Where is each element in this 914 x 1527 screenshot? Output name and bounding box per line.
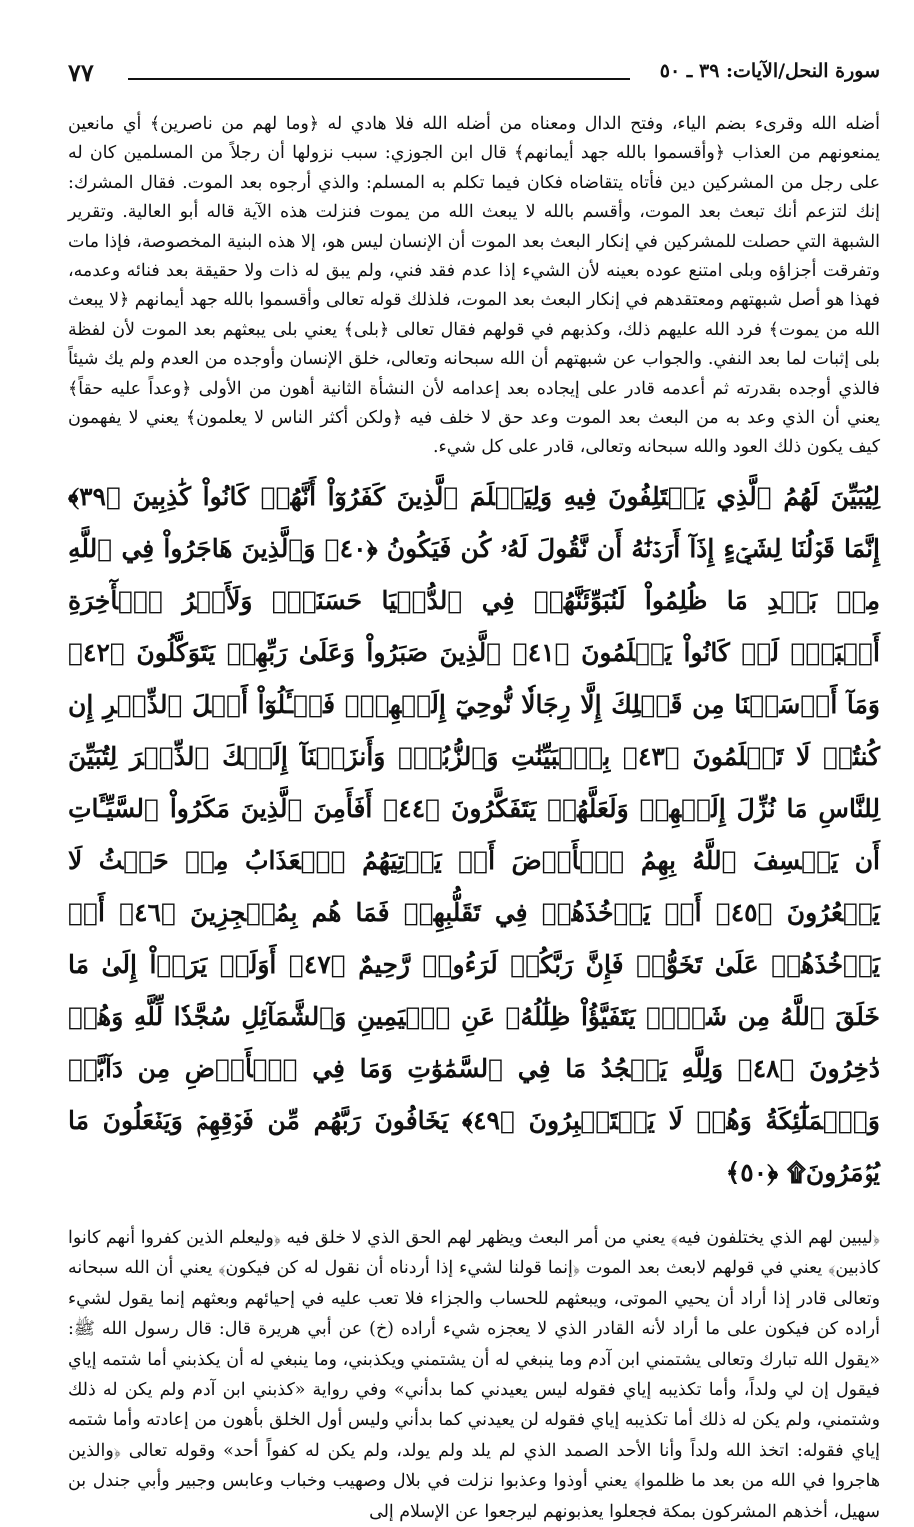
- quran-verses: لِيُبَيِّنَ لَهُمُ ٱلَّذِي يَخۡتَلِفُونَ فِيهِ وَلِيَعۡلَمَ ٱلَّذِينَ كَفَرُوٓاْ أَنَّهُمۡ كَانُواْ كَٰذِبِينَ ﴿٣٩﴾ إِنَّمَا قَوۡلُنَا لِشَيۡءٍ إِذَآ أَرَدۡنَٰهُ أَن نَّقُولَ لَهُۥ كُن فَيَكُونُ ﴿٤٠﴾ وَٱلَّذِينَ هَاجَرُواْ فِي ٱللَّهِ مِنۢ بَعۡدِ مَا ظُلِمُواْ لَنُبَوِّئَنَّهُمۡ فِي ٱلدُّنۡيَا حَسَنَةٗۖ وَلَأَجۡرُ ٱلۡأٓخِرَةِ أَكۡبَرُۚ لَوۡ كَانُواْ يَعۡلَمُونَ ﴿٤١﴾ ٱلَّذِينَ صَبَرُواْ وَعَلَىٰ رَبِّهِمۡ يَتَوَكَّلُونَ ﴿٤٢﴾ وَمَآ أَرۡسَلۡنَا مِن قَبۡلِكَ إِلَّا رِجَالٗا نُّوحِيٓ إِلَيۡهِمۡۖ فَسۡـَٔلُوٓاْ أَهۡلَ ٱلذِّكۡرِ إِن كُنتُمۡ لَا تَعۡلَمُونَ ﴿٤٣﴾ بِٱلۡبَيِّنَٰتِ وَٱلزُّبُرِۗ وَأَنزَلۡنَآ إِلَيۡكَ ٱلذِّكۡرَ لِتُبَيِّنَ لِلنَّاسِ مَا نُزِّلَ إِلَيۡهِمۡ وَلَعَلَّهُمۡ يَتَفَكَّرُونَ ﴿٤٤﴾ أَفَأَمِنَ ٱلَّذِينَ مَكَرُواْ ٱلسَّيِّـَٔاتِ أَن يَخۡسِفَ ٱللَّهُ بِهِمُ ٱلۡأَرۡضَ أَوۡ يَأۡتِيَهُمُ ٱلۡعَذَابُ مِنۡ حَيۡثُ لَا يَشۡعُرُونَ ﴿٤٥﴾ أَوۡ يَأۡخُذَهُمۡ فِي تَقَلُّبِهِمۡ فَمَا هُم بِمُعۡجِزِينَ ﴿٤٦﴾ أَوۡ يَأۡخُذَهُمۡ عَلَىٰ تَخَوُّفٖ فَإِنَّ رَبَّكُمۡ لَرَءُوفٞ رَّحِيمٌ ﴿٤٧﴾ أَوَلَمۡ يَرَوۡاْ إِلَىٰ مَا خَلَقَ ٱللَّهُ مِن شَيۡءٖ يَتَفَيَّؤُاْ ظِلَٰلُهُۥ عَنِ ٱلۡيَمِينِ وَٱلشَّمَآئِلِ سُجَّدٗا لِّلَّهِ وَهُمۡ دَٰخِرُونَ ﴿٤٨﴾ وَلِلَّهِ يَسۡجُدُ مَا فِي ٱلسَّمَٰوَٰتِ وَمَا فِي ٱلۡأَرۡضِ مِن دَآبَّةٖ وَٱلۡمَلَٰٓئِكَةُ وَهُمۡ لَا يَسۡتَكۡبِرُونَ ﴿٤٩﴾ يَخَافُونَ رَبَّهُم مِّن فَوۡقِهِمۡ وَيَفۡعَلُونَ مَا يُؤۡمَرُونَ۩ ﴿٥٠﴾: [68, 481, 880, 1187]
- header-rule: [128, 78, 630, 80]
- commentary-section: [68, 1223, 880, 1527]
- page: [68, 52, 880, 1522]
- running-title: سورة النحل/الآيات: ٣٩ ـ ٥٠: [659, 60, 880, 82]
- page-number: ٧٧: [68, 58, 94, 87]
- commentary-paragraph: ﴿ليبين لهم الذي يختلفون فيه﴾ يعني من أمر البعث ويظهر لهم الحق الذي لا خلق فيه ﴿وليعلم الذين كفروا أنهم كانوا كاذبين﴾ يعني في قولهم لابعث بعد الموت ﴿إنما قولنا لشيء إذا أردناه أن نقول له كن فيكون﴾ يعني أن الله سبحانه وتعالى قادر إذا أراد أن يحيي الموتى، ويبعثهم للحساب والجزاء فلا تعب عليه في إحيائهم وبعثهم إنما يقول لشيء أراده كن فيكون على ما أراد لأنه القادر الذي لا يعجزه شيء أراده (خ) عن أبي هريرة قال: قال رسول الله ﷺ: «يقول الله تبارك وتعالى يشتمني ابن آدم وما ينبغي له أن يشتمني ويكذبني، وما ينبغي له أن يكذبني أما شتمه إياي فيقول إن لي ولداً، وأما تكذيبه إياي فقوله ليس يعيدني كما بدأني» وفي رواية «كذبني ابن آدم ولم يكن له ذلك وشتمني، ولم يكن له ذلك أما تكذيبه إياي فقوله لن يعيدني كما بدأني وليس أول الخلق بأهون من إعادته وأما شتمه إياي فقوله: اتخذ الله ولداً وأنا الأحد الصمد الذي لم يلد ولم يولد، ولم يكن له كفواً أحد» وقوله تعالى ﴿والذين هاجروا في الله من بعد ما ظلموا﴾ يعني أوذوا وعذبوا نزلت في بلال وصهيب وخباب وعابس وجبير وأبي جندل بن سهيل، أخذهم المشركون بمكة فجعلوا يعذبونهم ليرجعوا عن الإسلام إلى: [68, 1227, 880, 1522]
- page-header: [68, 52, 880, 96]
- top-paragraph: أضله الله وقرىء بضم الياء، وفتح الدال ومعناه من أضله الله فلا هادي له ﴿وما لهم من ناصرين﴾ أي مانعين يمنعونهم من العذاب ﴿وأقسموا بالله جهد أيمانهم﴾ قال ابن الجوزي: سبب نزولها أن رجلاً من المسلمين كان له على رجل من المشركين دين فأتاه يتقاضاه فكان فيما تكلم به المسلم: والذي أرجوه بعد الموت. فقال المشرك: إنك لتزعم أنك تبعث بعد الموت، وأقسم بالله لا يبعث الله من يموت فنزلت هذه الآية قاله أبو العالية. وتقرير الشبهة التي حصلت للمشركين في إنكار البعث بعد الموت أن الإنسان ليس هو، إلا هذه البنية المخصوصة، فإذا مات وتفرقت أجزاؤه وبلى امتنع عوده بعينه لأن الشيء إذا عدم فقد فني، ولم يبق له ذات ولا حقيقة بعد فنائه وعدمه، فهذا هو أصل شبهتهم ومعتقدهم في إنكار البعث بعد الموت، فلذلك قوله تعالى وأقسموا بالله جهد أيمانهم ﴿لا يبعث الله من يموت﴾ فرد الله عليهم ذلك، وكذبهم في قولهم فقال تعالى ﴿بلى﴾ يعني بلى يبعثهم بعد الموت لأن لفظة بلى إثبات لما بعد النفي. والجواب عن شبهتهم أن الله سبحانه وتعالى، خلق الإنسان وأوجده من العدم ولم يك شيئاً فالذي أوجده بقدرته ثم أعدمه قادر على إيجاده بعد إعدامه لأن النشأة الثانية أهون من الأولى ﴿وعداً عليه حقاً﴾ يعني أن الذي وعد به من البعث بعد الموت وعد حق لا خلف فيه ﴿ولكن أكثر الناس لا يعلمون﴾ يعني لا يفهمون كيف يكون ذلك العود والله سبحانه وتعالى، قادر على كل شيء.: [68, 114, 880, 458]
